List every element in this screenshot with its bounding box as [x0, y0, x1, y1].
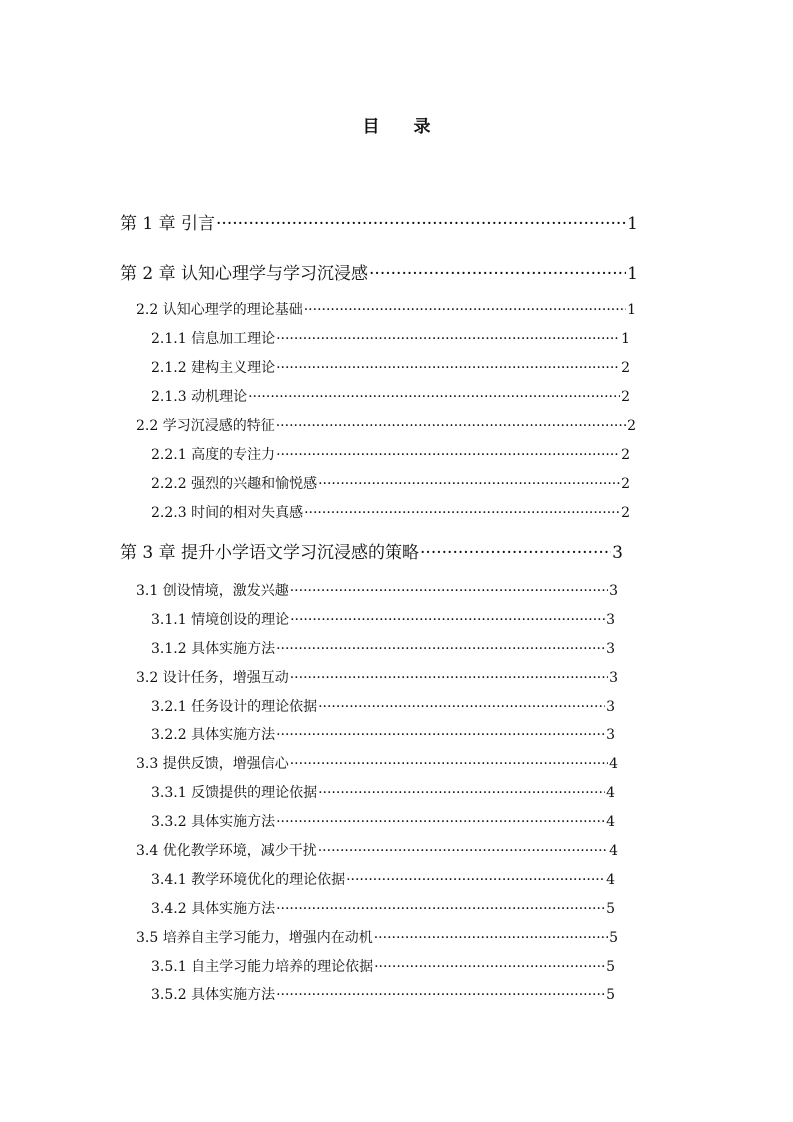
toc-leader-dots: [276, 447, 620, 463]
toc-entry-subsection[interactable]: [151, 696, 615, 716]
toc-entry-section[interactable]: [136, 840, 618, 860]
toc-entry-label: 2.2 认知心理学的理论基础: [136, 302, 303, 318]
toc-leader-dots: [304, 302, 626, 318]
toc-entry-subsection[interactable]: [151, 811, 615, 831]
toc-entry-subsection[interactable]: [151, 502, 630, 522]
toc-entry-label: 2.1.1 信息加工理论: [151, 331, 276, 347]
toc-entry-label: 3.1.1 情境创设的理论: [151, 612, 290, 628]
toc-entry-label: 3.5 培养自主学习能力，增强内在动机: [136, 930, 373, 946]
toc-entry-page: 5: [606, 901, 615, 917]
toc-leader-dots: [248, 389, 620, 405]
toc-entry-page: 4: [609, 756, 618, 772]
toc-leader-dots: [420, 543, 611, 563]
toc-entry-page: 2: [621, 360, 630, 376]
toc-entry-section[interactable]: [136, 753, 618, 773]
toc-entry-label: 2.1.2 建构主义理论: [151, 360, 276, 376]
toc-leader-dots: [276, 331, 620, 347]
toc-leader-dots: [276, 418, 626, 434]
toc-leader-dots: [276, 727, 605, 743]
toc-entry-label: 3.4.1 教学环境优化的理论依据: [151, 872, 346, 888]
toc-leader-dots: [369, 264, 626, 284]
toc-entry-subsection[interactable]: [151, 898, 615, 918]
toc-entry-subsection[interactable]: [151, 357, 630, 377]
toc-leader-dots: [304, 505, 620, 521]
toc-entry-page: 2: [621, 447, 630, 463]
toc-entry-subsection[interactable]: [151, 724, 615, 744]
toc-entry-label: 第 3 章 提升小学语文学习沉浸感的策略: [120, 543, 420, 563]
toc-entry-label: 2.2.2 强烈的兴趣和愉悦感: [151, 476, 318, 492]
toc-leader-dots: [290, 612, 605, 628]
toc-leader-dots: [216, 214, 626, 234]
toc-entry-label: 3.5.2 具体实施方法: [151, 987, 276, 1003]
toc-leader-dots: [290, 583, 608, 599]
toc-entry-section[interactable]: [136, 667, 618, 687]
toc-entry-subsection[interactable]: [151, 638, 615, 658]
toc-entry-label: 3.3.1 反馈提供的理论依据: [151, 785, 318, 801]
toc-entry-page: 3: [612, 543, 623, 563]
toc-entry-label: 2.2.1 高度的专注力: [151, 447, 276, 463]
toc-entry-label: 第 1 章 引言: [120, 214, 216, 234]
toc-entry-subsection[interactable]: [151, 444, 630, 464]
toc-entry-subsection[interactable]: [151, 473, 630, 493]
toc-entry-subsection[interactable]: [151, 328, 630, 348]
toc-entry-page: 4: [606, 814, 615, 830]
toc-entry-label: 2.2 学习沉浸感的特征: [136, 418, 275, 434]
toc-entry-page: 3: [609, 583, 618, 599]
toc-entry-label: 3.3 提供反馈，增强信心: [136, 756, 289, 772]
toc-leader-dots: [276, 987, 605, 1003]
toc-entry-section[interactable]: [136, 299, 636, 319]
toc-entry-section[interactable]: [136, 927, 618, 947]
toc-title: 目 录: [362, 117, 445, 137]
toc-entry-label: 第 2 章 认知心理学与学习沉浸感: [120, 264, 369, 284]
toc-entry-label: 3.2.2 具体实施方法: [151, 727, 276, 743]
toc-entry-page: 5: [606, 959, 615, 975]
toc-entry-subsection[interactable]: [151, 782, 615, 802]
toc-entry-subsection[interactable]: [151, 869, 615, 889]
toc-entry-page: 3: [609, 670, 618, 686]
toc-entry-page: 3: [606, 612, 615, 628]
toc-entry-label: 3.1 创设情境，激发兴趣: [136, 583, 289, 599]
toc-leader-dots: [374, 930, 608, 946]
toc-leader-dots: [276, 360, 620, 376]
toc-entry-label: 3.1.2 具体实施方法: [151, 641, 276, 657]
toc-entry-page: 3: [606, 699, 615, 715]
toc-entry-page: 5: [606, 987, 615, 1003]
toc-entry-chapter-1[interactable]: [120, 209, 638, 234]
toc-entry-subsection[interactable]: [151, 956, 615, 976]
toc-entry-page: 2: [621, 389, 630, 405]
toc-leader-dots: [276, 901, 605, 917]
toc-entry-label: 3.3.2 具体实施方法: [151, 814, 276, 830]
toc-leader-dots: [276, 814, 605, 830]
toc-entry-page: 3: [606, 727, 615, 743]
toc-leader-dots: [374, 959, 605, 975]
toc-entry-page: 1: [627, 214, 638, 234]
toc-leader-dots: [346, 872, 605, 888]
toc-leader-dots: [318, 476, 620, 492]
toc-entry-label: 3.2 设计任务，增强互动: [136, 670, 289, 686]
toc-entry-subsection[interactable]: [151, 609, 615, 629]
toc-entry-page: 4: [609, 843, 618, 859]
toc-entry-label: 3.2.1 任务设计的理论依据: [151, 699, 318, 715]
toc-entry-label: 3.4.2 具体实施方法: [151, 901, 276, 917]
toc-leader-dots: [290, 670, 608, 686]
toc-entry-page: 1: [627, 264, 638, 284]
toc-leader-dots: [276, 641, 605, 657]
toc-entry-subsection[interactable]: [151, 984, 615, 1004]
toc-entry-page: 4: [606, 785, 615, 801]
toc-entry-page: 5: [609, 930, 618, 946]
toc-leader-dots: [318, 699, 605, 715]
toc-entry-section[interactable]: [136, 415, 636, 435]
toc-entry-chapter-2[interactable]: [120, 259, 638, 284]
toc-leader-dots: [290, 756, 608, 772]
toc-entry-label: 3.5.1 自主学习能力培养的理论依据: [151, 959, 374, 975]
toc-entry-subsection[interactable]: [151, 386, 630, 406]
toc-entry-label: 2.2.3 时间的相对失真感: [151, 505, 304, 521]
toc-entry-page: 2: [627, 418, 636, 434]
toc-entry-page: 3: [606, 641, 615, 657]
toc-entry-page: 1: [627, 302, 636, 318]
toc-leader-dots: [318, 785, 605, 801]
toc-leader-dots: [318, 843, 608, 859]
toc-entry-label: 3.4 优化教学环境，减少干扰: [136, 843, 317, 859]
toc-entry-page: 1: [621, 331, 630, 347]
toc-entry-page: 2: [621, 505, 630, 521]
toc-entry-chapter-3[interactable]: [120, 538, 623, 563]
toc-entry-label: 2.1.3 动机理论: [151, 389, 248, 405]
toc-entry-page: 2: [621, 476, 630, 492]
toc-entry-page: 4: [606, 872, 615, 888]
toc-entry-section[interactable]: [136, 580, 618, 600]
